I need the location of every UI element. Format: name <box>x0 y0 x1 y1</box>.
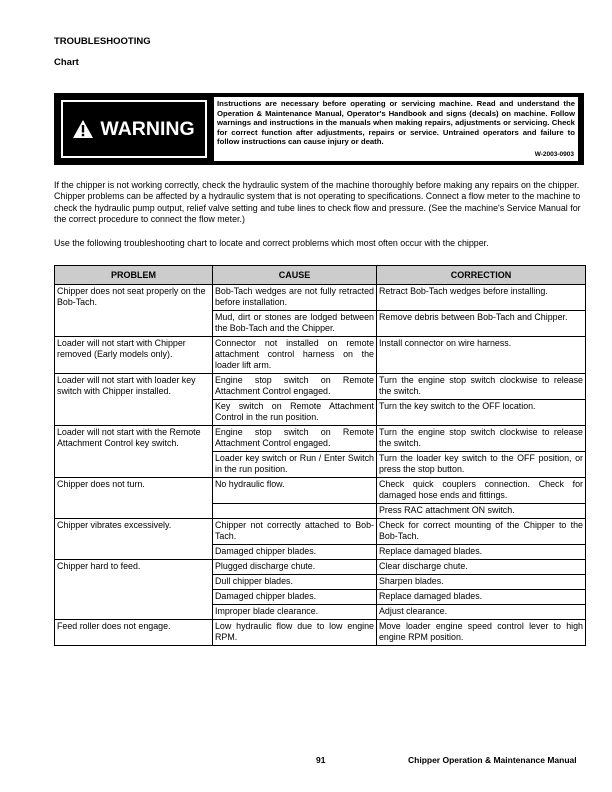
cause-cell: Engine stop switch on Remote Attachment Control engaged. <box>213 426 377 452</box>
table-row <box>55 478 586 504</box>
cause-cell: Connector not installed on remote attachment control harness on the loader lift arm. <box>213 337 377 374</box>
cause-cell: Key switch on Remote Attachment Control in the run position. <box>213 400 377 426</box>
troubleshooting-table <box>54 265 586 646</box>
correction-cell: Move loader engine speed control lever to high engine RPM position. <box>377 620 586 646</box>
problem-cell: Chipper hard to feed. <box>55 560 213 620</box>
cause-cell: Plugged discharge chute. <box>213 560 377 575</box>
table-header-row <box>55 266 586 285</box>
table-row <box>55 519 586 545</box>
warning-triangle-icon <box>73 120 93 138</box>
correction-cell: Check quick couplers connection. Check for damaged hose ends and fittings. <box>377 478 586 504</box>
header-correction: CORRECTION <box>377 266 586 285</box>
section-title: TROUBLESHOOTING <box>54 36 151 47</box>
correction-cell: Clear discharge chute. <box>377 560 586 575</box>
correction-cell: Turn the engine stop switch clockwise to release the switch. <box>377 374 586 400</box>
warning-label: WARNING <box>100 117 195 140</box>
correction-cell: Sharpen blades. <box>377 575 586 590</box>
header-problem: PROBLEM <box>55 266 213 285</box>
problem-cell: Chipper does not turn. <box>55 478 213 519</box>
cause-cell: Engine stop switch on Remote Attachment Control engaged. <box>213 374 377 400</box>
page-number: 91 <box>316 755 326 765</box>
correction-cell: Turn the key switch to the OFF location. <box>377 400 586 426</box>
warning-text-panel <box>214 97 578 161</box>
problem-cell: Loader will not start with Chipper removed (Early models only). <box>55 337 213 374</box>
cause-cell: Dull chipper blades. <box>213 575 377 590</box>
cause-cell: Low hydraulic flow due to low engine RPM. <box>213 620 377 646</box>
table-row <box>55 337 586 374</box>
intro-paragraph: If the chipper is not working correctly, check the hydraulic system of the machine thoroughly before making any repairs on the chipper. Chipper problems can be affected by a hydraulic system that is not operating to specifications. Connect a flow meter to the machine to check the hydraulic pump output, relief valve setting and tube lines to check flow and pressure. (See the machine's Service Manual for the correct procedure to connect the flow meter.) <box>54 180 581 225</box>
cause-cell: No hydraulic flow. <box>213 478 377 504</box>
problem-cell: Feed roller does not engage. <box>55 620 213 646</box>
table-body <box>55 285 586 646</box>
correction-cell: Replace damaged blades. <box>377 545 586 560</box>
problem-cell: Chipper does not seat properly on the Bob-Tach. <box>55 285 213 337</box>
problem-cell: Chipper vibrates excessively. <box>55 519 213 560</box>
chart-instruction: Use the following troubleshooting chart to locate and correct problems which most often occur with the chipper. <box>54 238 489 248</box>
cause-cell: Chipper not correctly attached to Bob-Tach. <box>213 519 377 545</box>
cause-cell: Damaged chipper blades. <box>213 590 377 605</box>
correction-cell: Check for correct mounting of the Chipper to the Bob-Tach. <box>377 519 586 545</box>
cause-cell: Improper blade clearance. <box>213 605 377 620</box>
cause-cell: Damaged chipper blades. <box>213 545 377 560</box>
table-row <box>55 285 586 311</box>
table-row <box>55 374 586 400</box>
warning-text: Instructions are necessary before operating or servicing machine. Read and understand the Operation & Maintenance Manual, Operator's Handbook and signs (decals) on machine. Follow warnings and instructions in the manuals when making repairs, adjustments or servicing. Check for correct function after adjustments, repairs or service. Untrained operators and failure to follow instructions can cause injury or death. <box>217 99 575 146</box>
cause-cell: Mud, dirt or stones are lodged between the Bob-Tach and the Chipper. <box>213 311 377 337</box>
correction-cell: Adjust clearance. <box>377 605 586 620</box>
warning-badge <box>61 100 207 158</box>
cause-cell: Bob-Tach wedges are not fully retracted before installation. <box>213 285 377 311</box>
warning-code: W-2003-0903 <box>534 150 574 158</box>
correction-cell: Press RAC attachment ON switch. <box>377 504 586 519</box>
table-row <box>55 620 586 646</box>
correction-cell: Replace damaged blades. <box>377 590 586 605</box>
correction-cell: Install connector on wire harness. <box>377 337 586 374</box>
manual-title: Chipper Operation & Maintenance Manual <box>408 755 577 765</box>
correction-cell: Turn the engine stop switch clockwise to release the switch. <box>377 426 586 452</box>
cause-cell: Loader key switch or Run / Enter Switch in the run position. <box>213 452 377 478</box>
correction-cell: Remove debris between Bob-Tach and Chipper. <box>377 311 586 337</box>
correction-cell: Retract Bob-Tach wedges before installing. <box>377 285 586 311</box>
problem-cell: Loader will not start with loader key switch with Chipper installed. <box>55 374 213 426</box>
header-cause: CAUSE <box>213 266 377 285</box>
correction-cell: Turn the loader key switch to the OFF position, or press the stop button. <box>377 452 586 478</box>
subsection-title: Chart <box>54 57 79 68</box>
problem-cell: Loader will not start with the Remote Attachment Control key switch. <box>55 426 213 478</box>
table-row <box>55 560 586 575</box>
cause-cell <box>213 504 377 519</box>
warning-box <box>54 93 584 165</box>
table-row <box>55 426 586 452</box>
